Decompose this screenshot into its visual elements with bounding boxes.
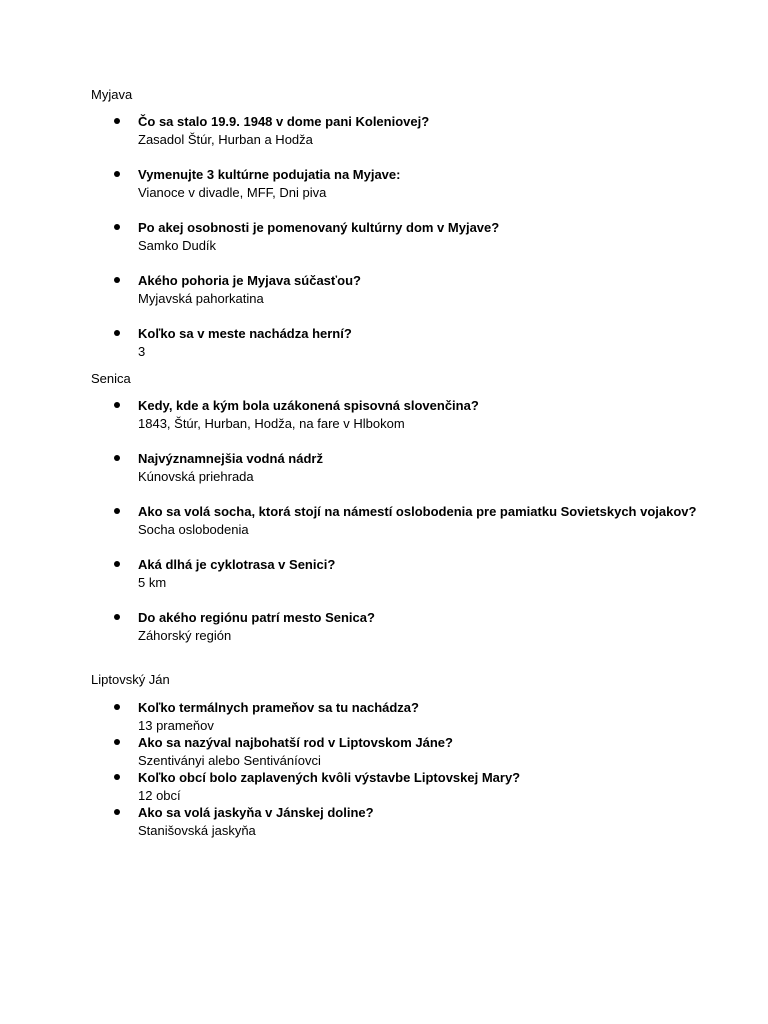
question: Kedy, kde a kým bola uzákonená spisovná slovenčina?	[138, 398, 479, 413]
bullet-icon	[114, 561, 120, 567]
section-heading-senica: Senica	[91, 371, 131, 386]
question: Najvýznamnejšia vodná nádrž	[138, 451, 323, 466]
bullet-icon	[114, 224, 120, 230]
answer: 13 prameňov	[138, 718, 214, 733]
question: Koľko obcí bolo zaplavených kvôli výstavbe Liptovskej Mary?	[138, 770, 521, 785]
answer: 3	[138, 344, 146, 359]
answer: 1843, Štúr, Hurban, Hodža, na fare v Hlbokom	[138, 416, 405, 431]
answer: Myjavská pahorkatina	[138, 291, 264, 306]
bullet-icon	[114, 171, 120, 177]
answer: Stanišovská jaskyňa	[138, 823, 256, 838]
question: Vymenujte 3 kultúrne podujatia na Myjave:	[138, 167, 401, 182]
answer: Kúnovská priehrada	[138, 469, 254, 484]
section-heading-liptovsky-jan: Liptovský Ján	[91, 672, 170, 687]
answer: Samko Dudík	[138, 238, 217, 253]
question: Čo sa stalo 19.9. 1948 v dome pani Koleniovej?	[138, 114, 430, 129]
bullet-icon	[114, 118, 120, 124]
bullet-icon	[114, 277, 120, 283]
answer: Vianoce v divadle, MFF, Dni piva	[138, 185, 327, 200]
question: Po akej osobnosti je pomenovaný kultúrny dom v Myjave?	[138, 220, 500, 235]
answer: Szentiványi alebo Sentiváníovci	[138, 753, 321, 768]
bullet-icon	[114, 402, 120, 408]
section-heading-myjava: Myjava	[91, 87, 133, 102]
answer: Záhorský región	[138, 628, 232, 643]
answer: Socha oslobodenia	[138, 522, 249, 537]
question: Ako sa volá socha, ktorá stojí na námestí oslobodenia pre pamiatku Sovietskych vojakov?	[138, 504, 697, 519]
question: Koľko sa v meste nachádza herní?	[138, 326, 352, 341]
bullet-icon	[114, 330, 120, 336]
question: Akého pohoria je Myjava súčasťou?	[138, 273, 361, 288]
question: Ako sa volá jaskyňa v Jánskej doline?	[138, 805, 374, 820]
question: Aká dlhá je cyklotrasa v Senici?	[138, 557, 336, 572]
question: Do akého regiónu patrí mesto Senica?	[138, 610, 375, 625]
bullet-icon	[114, 455, 120, 461]
answer: Zasadol Štúr, Hurban a Hodža	[138, 132, 313, 147]
question: Koľko termálnych prameňov sa tu nachádza?	[138, 700, 419, 715]
question: Ako sa nazýval najbohatší rod v Liptovskom Jáne?	[138, 735, 453, 750]
bullet-icon	[114, 704, 120, 710]
bullet-icon	[114, 614, 120, 620]
bullet-icon	[114, 739, 120, 745]
bullet-icon	[114, 774, 120, 780]
answer: 12 obcí	[138, 788, 181, 803]
bullet-icon	[114, 809, 120, 815]
answer: 5 km	[138, 575, 167, 590]
bullet-icon	[114, 508, 120, 514]
